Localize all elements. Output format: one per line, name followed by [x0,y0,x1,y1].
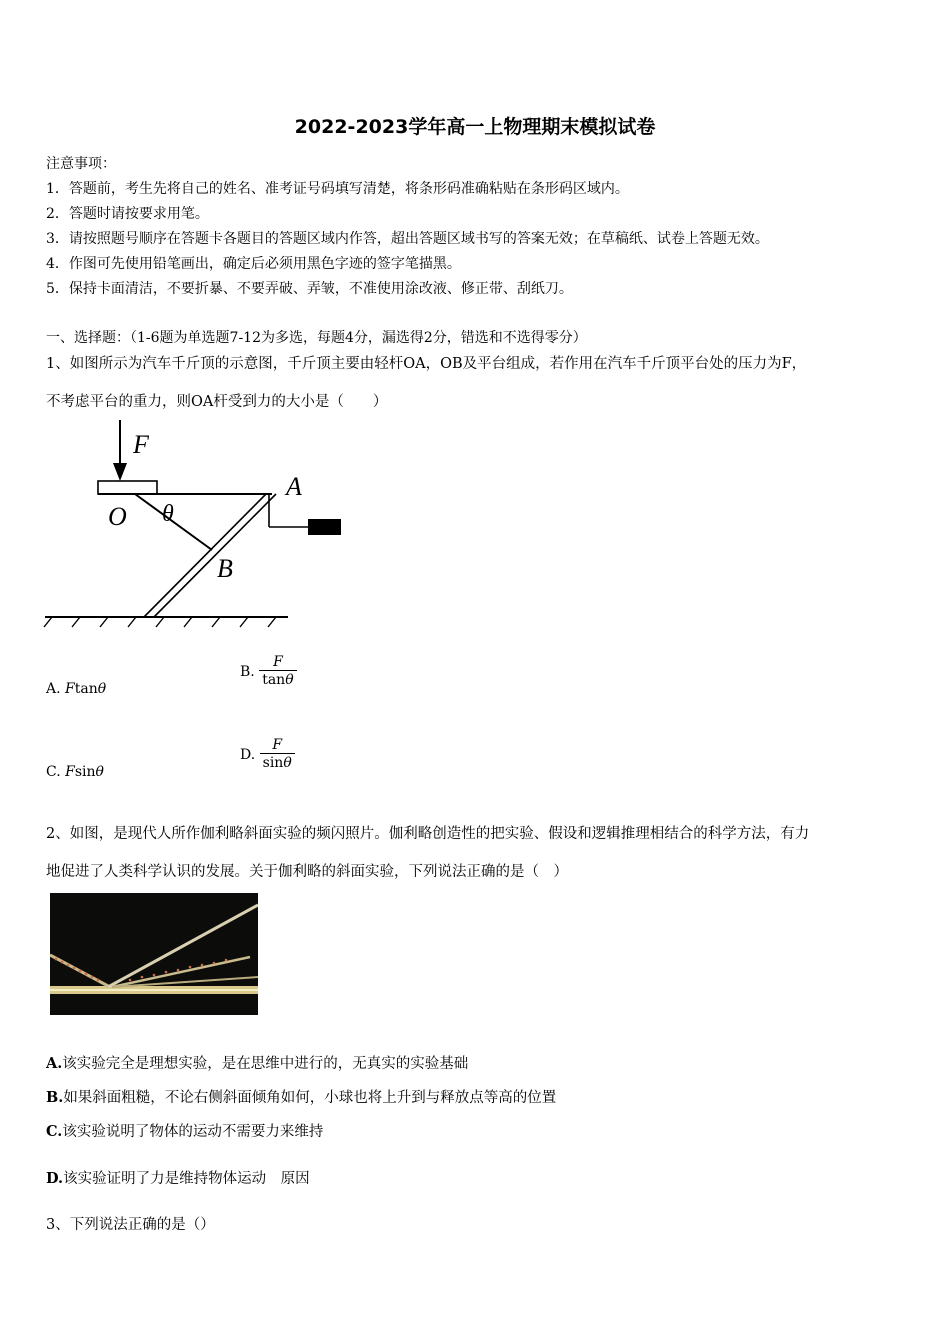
label-theta: θ [162,501,174,527]
question-3-text: 3、下列说法正确的是（） [46,1217,215,1233]
question-2-text-line1: 2、如图，是现代人所作伽利略斜面实验的频闪照片。伽利略创造性的把实验、假设和逻辑推理相结合的科学方法，有力 [46,826,810,842]
q2-option-d[interactable]: D.该实验证明了力是维持物体运动 原因 [46,1170,310,1187]
label-A: A [286,472,302,501]
notice-item-5: 5．保持卡面清洁，不要折暴、不要弄破、弄皱，不准使用涂改液、修正带、刮纸刀。 [46,281,573,297]
q1-option-b[interactable]: B. $\frac{F}{\tan\theta}$ [240,655,297,689]
notice-item-3: 3．请按照题号顺序在答题卡各题目的答题区域内作答，超出答题区域书写的答案无效；在草稿纸、试卷上答题无效。 [46,231,769,247]
fraction: $\frac{F}{\sin\theta}$ [260,738,295,772]
q1-option-a[interactable]: A. Ftanθ [46,681,107,697]
label-F: F [133,430,149,459]
notice-item-2: 2．答题时请按要求用笔。 [46,206,209,222]
question-1-text-line2: 不考虑平台的重力，则OA杆受到力的大小是（ ） [46,394,388,410]
label-B: B [217,554,233,583]
jack-diagram [40,415,350,630]
label-O: O [108,502,127,531]
q2-option-c[interactable]: C.该实验说明了物体的运动不需要力来维持 [46,1123,324,1140]
notice-item-4: 4．作图可先使用铅笔画出，确定后必须用黑色字迹的签字笔描黑。 [46,256,461,272]
q2-option-a[interactable]: A.该实验完全是理想实验，是在思维中进行的，无真实的实验基础 [46,1055,469,1072]
incline-experiment-photo [50,893,258,1015]
question-1-text-line1: 1、如图所示为汽车千斤顶的示意图，千斤顶主要由轻杆OA，OB及平台组成，若作用在汽车千斤顶平台处的压力为F， [46,356,807,372]
question-2-text-line2: 地促进了人类科学认识的发展。关于伽利略的斜面实验，下列说法正确的是（ ） [46,864,568,880]
notice-item-1: 1．答题前，考生先将自己的姓名、准考证号码填写清楚，将条形码准确粘贴在条形码区域内。 [46,181,629,197]
section-heading: 一、选择题：（1-6题为单选题7-12为多选，每题4分，漏选得2分，错选和不选得零分） [46,330,587,346]
notice-heading: 注意事项： [46,156,116,172]
page-title: 2022-2023学年高一上物理期末模拟试卷 [294,116,656,138]
q2-option-b[interactable]: B.如果斜面粗糙，不论右侧斜面倾角如何，小球也将上升到与释放点等高的位置 [46,1089,557,1106]
q1-option-c[interactable]: C. Fsinθ [46,764,104,780]
fraction: $\frac{F}{\tan\theta}$ [259,655,296,689]
q1-option-d[interactable]: D. $\frac{F}{\sin\theta}$ [240,738,295,772]
